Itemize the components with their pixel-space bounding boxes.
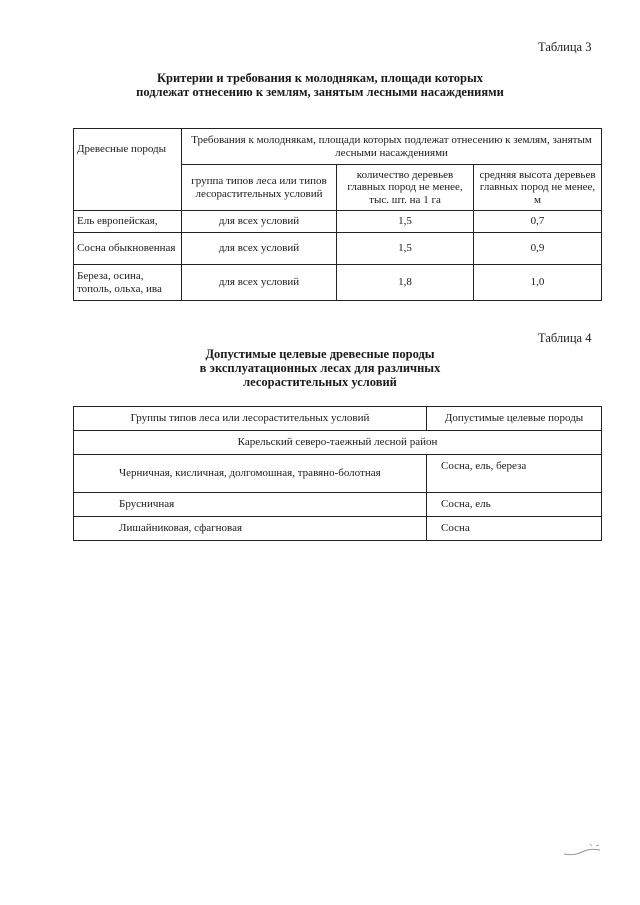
table3-label: Таблица 3 — [538, 40, 592, 54]
target-species-cell: Сосна, ель — [427, 493, 602, 517]
table3 — [73, 128, 602, 301]
group-cell: для всех условий — [182, 211, 337, 233]
group-cell: для всех условий — [182, 233, 337, 265]
table4-title-line1: Допустимые целевые древесные породы — [205, 347, 435, 361]
count-cell: 1,8 — [337, 265, 474, 301]
count-cell: 1,5 — [337, 211, 474, 233]
forest-group-cell: Лишайниковая, сфагновая — [74, 517, 427, 541]
group-cell: для всех условий — [182, 265, 337, 301]
table-row — [74, 233, 602, 265]
target-species-cell: Сосна — [427, 517, 602, 541]
table4-header-species: Допустимые целевые породы — [427, 407, 602, 431]
table4-label: Таблица 4 — [538, 331, 592, 345]
table3-header-row — [74, 129, 602, 165]
table3-header-height: средняя высота деревьев главных пород не менее, м — [474, 165, 602, 211]
table4-region-row — [74, 431, 602, 455]
table3-title-line1: Критерии и требования к молоднякам, площади которых — [156, 71, 484, 85]
height-cell: 0,9 — [474, 233, 602, 265]
forest-group-cell: Черничная, кисличная, долгомошная, травяно-болотная — [74, 455, 427, 493]
species-cell: Ель европейская, — [74, 211, 182, 233]
count-cell: 1,5 — [337, 233, 474, 265]
scan-mark-icon — [560, 838, 610, 868]
table4-header-groups: Группы типов леса или лесорастительных условий — [74, 407, 427, 431]
target-species-cell: Сосна, ель, береза — [427, 455, 602, 493]
forest-group-cell: Брусничная — [74, 493, 427, 517]
table-row — [74, 517, 602, 541]
table-row — [74, 265, 602, 301]
table-row — [74, 493, 602, 517]
table-row — [74, 455, 602, 493]
table3-header-count: количество деревьев главных пород не менее, тыс. шт. на 1 га — [337, 165, 474, 211]
table3-header-species: Древесные породы — [74, 129, 182, 211]
table3-title — [100, 71, 540, 99]
table-row — [74, 211, 602, 233]
table4 — [73, 406, 602, 541]
table4-title-line2: в эксплуатационных лесах для различных — [199, 361, 441, 375]
table4-title — [100, 347, 540, 389]
table3-header-group: группа типов леса или типов лесорастительных условий — [182, 165, 337, 211]
table4-title-line3: лесорастительных условий — [243, 375, 397, 389]
height-cell: 1,0 — [474, 265, 602, 301]
species-cell: Сосна обыкновенная — [74, 233, 182, 265]
table3-header-requirements: Требования к молоднякам, площади которых подлежат отнесению к землям, занятым лесными насаждениями — [182, 129, 602, 165]
table3-title-line2: подлежат отнесению к землям, занятым лесными насаждениями — [136, 85, 504, 99]
table4-header-row — [74, 407, 602, 431]
region-cell: Карельский северо-таежный лесной район — [74, 431, 602, 455]
height-cell: 0,7 — [474, 211, 602, 233]
species-cell: Береза, осина, тополь, ольха, ива — [74, 265, 182, 301]
